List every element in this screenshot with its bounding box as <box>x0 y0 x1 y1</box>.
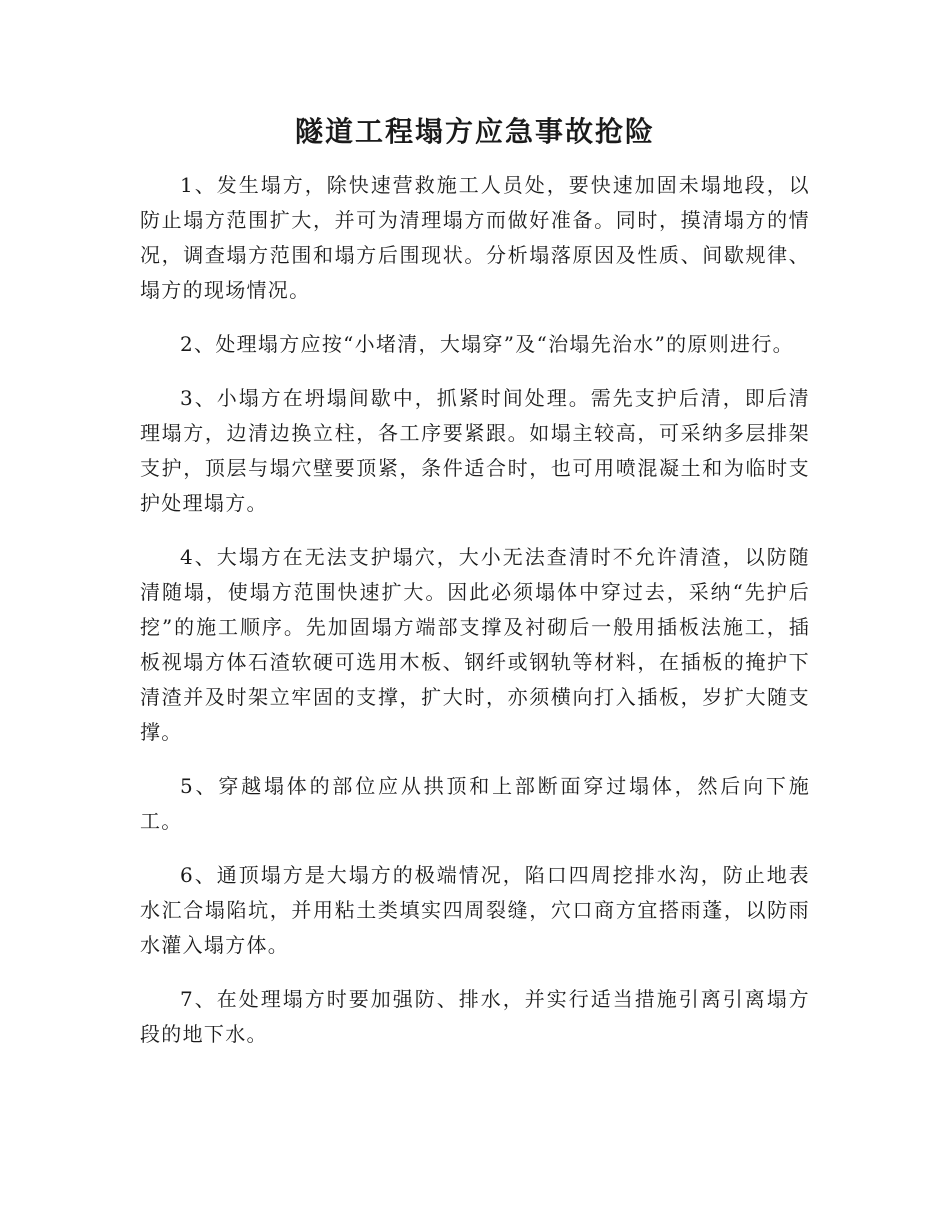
paragraph-4: 4、大塌方在无法支护塌穴，大小无法查清时不允许清渣，以防随清随塌，使塌方范围快速扩大。因此必须塌体中穿过去，采纳“先护后挖”的施工顺序。先加固塌方端部支撑及衬砌后一般用插板法施工，插板视塌方体石渣软硬可选用木板、钢纤或钢轨等材料，在插板的掩护下清渣并及时架立牢固的支撑，扩大时，亦须横向打入插板，岁扩大随支撑。 <box>140 545 810 744</box>
paragraph-6: 6、通顶塌方是大塌方的极端情况，陷口四周挖排水沟，防止地表水汇合塌陷坑，并用粘土类填实四周裂缝，穴口商方宜搭雨蓬，以防雨水灌入塌方体。 <box>140 863 810 957</box>
paragraph-3: 3、小塌方在坍塌间歇中，抓紧时间处理。需先支护后清，即后清理塌方，边清边换立柱，各工序要紧跟。如塌主较高，可采纳多层排架支护，顶层与塌穴壁要顶紧，条件适合时，也可用喷混凝土和为临时支护处理塌方。 <box>140 386 810 515</box>
paragraph-5: 5、穿越塌体的部位应从拱顶和上部断面穿过塌体，然后向下施工。 <box>140 774 810 833</box>
paragraph-2: 2、处理塌方应按“小堵清，大塌穿”及“治塌先治水”的原则进行。 <box>180 332 794 356</box>
paragraph-1: 1、发生塌方，除快速营救施工人员处，要快速加固未塌地段，以防止塌方范围扩大，并可为清理塌方而做好准备。同时，摸清塌方的情况，调查塌方范围和塌方后围现状。分析塌落原因及性质、间歇规律、塌方的现场情况。 <box>140 173 810 302</box>
document-title: 隧道工程塌方应急事故抢险 <box>294 115 655 148</box>
paragraph-7: 7、在处理塌方时要加强防、排水，并实行适当措施引离引离塌方段的地下水。 <box>140 987 810 1046</box>
document-body <box>140 168 810 1052</box>
